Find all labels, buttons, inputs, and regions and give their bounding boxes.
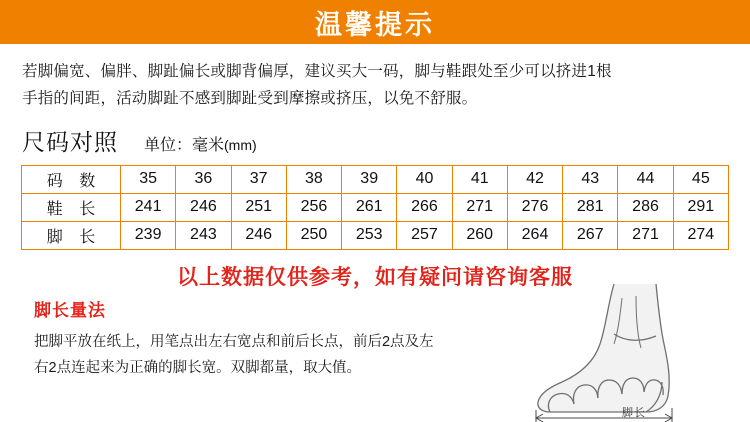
cell-size-40: 40 (397, 166, 452, 194)
cell-foot-41: 260 (452, 222, 507, 250)
cell-shoe-38: 256 (286, 194, 341, 222)
cell-foot-45: 274 (673, 222, 728, 250)
row-label-shoe-length: 鞋 长 (22, 194, 121, 222)
unit-label: 单位：毫米 (144, 137, 225, 155)
header-bar (0, 0, 750, 44)
cell-size-45: 45 (673, 166, 728, 194)
cell-shoe-40: 266 (397, 194, 452, 222)
cell-shoe-36: 246 (176, 194, 231, 222)
cell-foot-37: 246 (231, 222, 286, 250)
table-row (22, 222, 729, 250)
intro-line-1: 若脚偏宽、偏胖、脚趾偏长或脚背偏厚，建议买大一码，脚与鞋跟处至少可以挤进1根 (22, 63, 612, 80)
size-section-unit (144, 132, 257, 155)
size-chart-table (21, 165, 729, 250)
size-section-header (22, 124, 750, 157)
measure-method-body (34, 329, 464, 381)
cell-foot-43: 267 (563, 222, 618, 250)
unit-abbr: (mm) (224, 137, 257, 154)
disclaimer-note: 以上数据仅供参考，如有疑问请咨询客服 (177, 266, 573, 290)
cell-shoe-41: 271 (452, 194, 507, 222)
cell-foot-36: 243 (176, 222, 231, 250)
cell-size-42: 42 (507, 166, 562, 194)
cell-size-41: 41 (452, 166, 507, 194)
cell-size-36: 36 (176, 166, 231, 194)
cell-foot-40: 257 (397, 222, 452, 250)
cell-size-38: 38 (286, 166, 341, 194)
measure-method-title: 脚长量法 (34, 301, 106, 320)
intro-line-2: 手指的间距，活动脚趾不感到脚趾受到摩擦或挤压，以免不舒服。 (22, 90, 478, 108)
table-row (22, 166, 729, 194)
cell-shoe-43: 281 (563, 194, 618, 222)
cell-size-39: 39 (342, 166, 397, 194)
measure-method-line-2: 右2点连起来为正确的脚长宽。双脚都量，取大值。 (34, 360, 362, 377)
cell-size-43: 43 (563, 166, 618, 194)
cell-size-44: 44 (618, 166, 673, 194)
page-title: 温馨提示 (315, 9, 435, 40)
size-section-title: 尺码对照 (22, 129, 118, 156)
measure-method-line-1: 把脚平放在纸上，用笔点出左右宽点和前后长点，前后2点及左 (34, 334, 434, 350)
cell-shoe-42: 276 (507, 194, 562, 222)
cell-size-37: 37 (231, 166, 286, 194)
cell-foot-38: 250 (286, 222, 341, 250)
row-label-size: 码 数 (22, 166, 121, 194)
figure-caption: 脚长 (622, 407, 646, 419)
row-label-foot-length: 脚 长 (22, 222, 121, 250)
cell-shoe-39: 261 (342, 194, 397, 222)
table-row (22, 194, 729, 222)
cell-shoe-44: 286 (618, 194, 673, 222)
cell-shoe-45: 291 (673, 194, 728, 222)
cell-size-35: 35 (121, 166, 176, 194)
measure-method-block (34, 296, 464, 381)
cell-foot-44: 271 (618, 222, 673, 250)
cell-shoe-37: 251 (231, 194, 286, 222)
intro-paragraph (22, 58, 728, 112)
cell-foot-39: 253 (342, 222, 397, 250)
foot-measure-illustration (496, 282, 732, 422)
cell-foot-35: 239 (121, 222, 176, 250)
cell-shoe-35: 241 (121, 194, 176, 222)
cell-foot-42: 264 (507, 222, 562, 250)
